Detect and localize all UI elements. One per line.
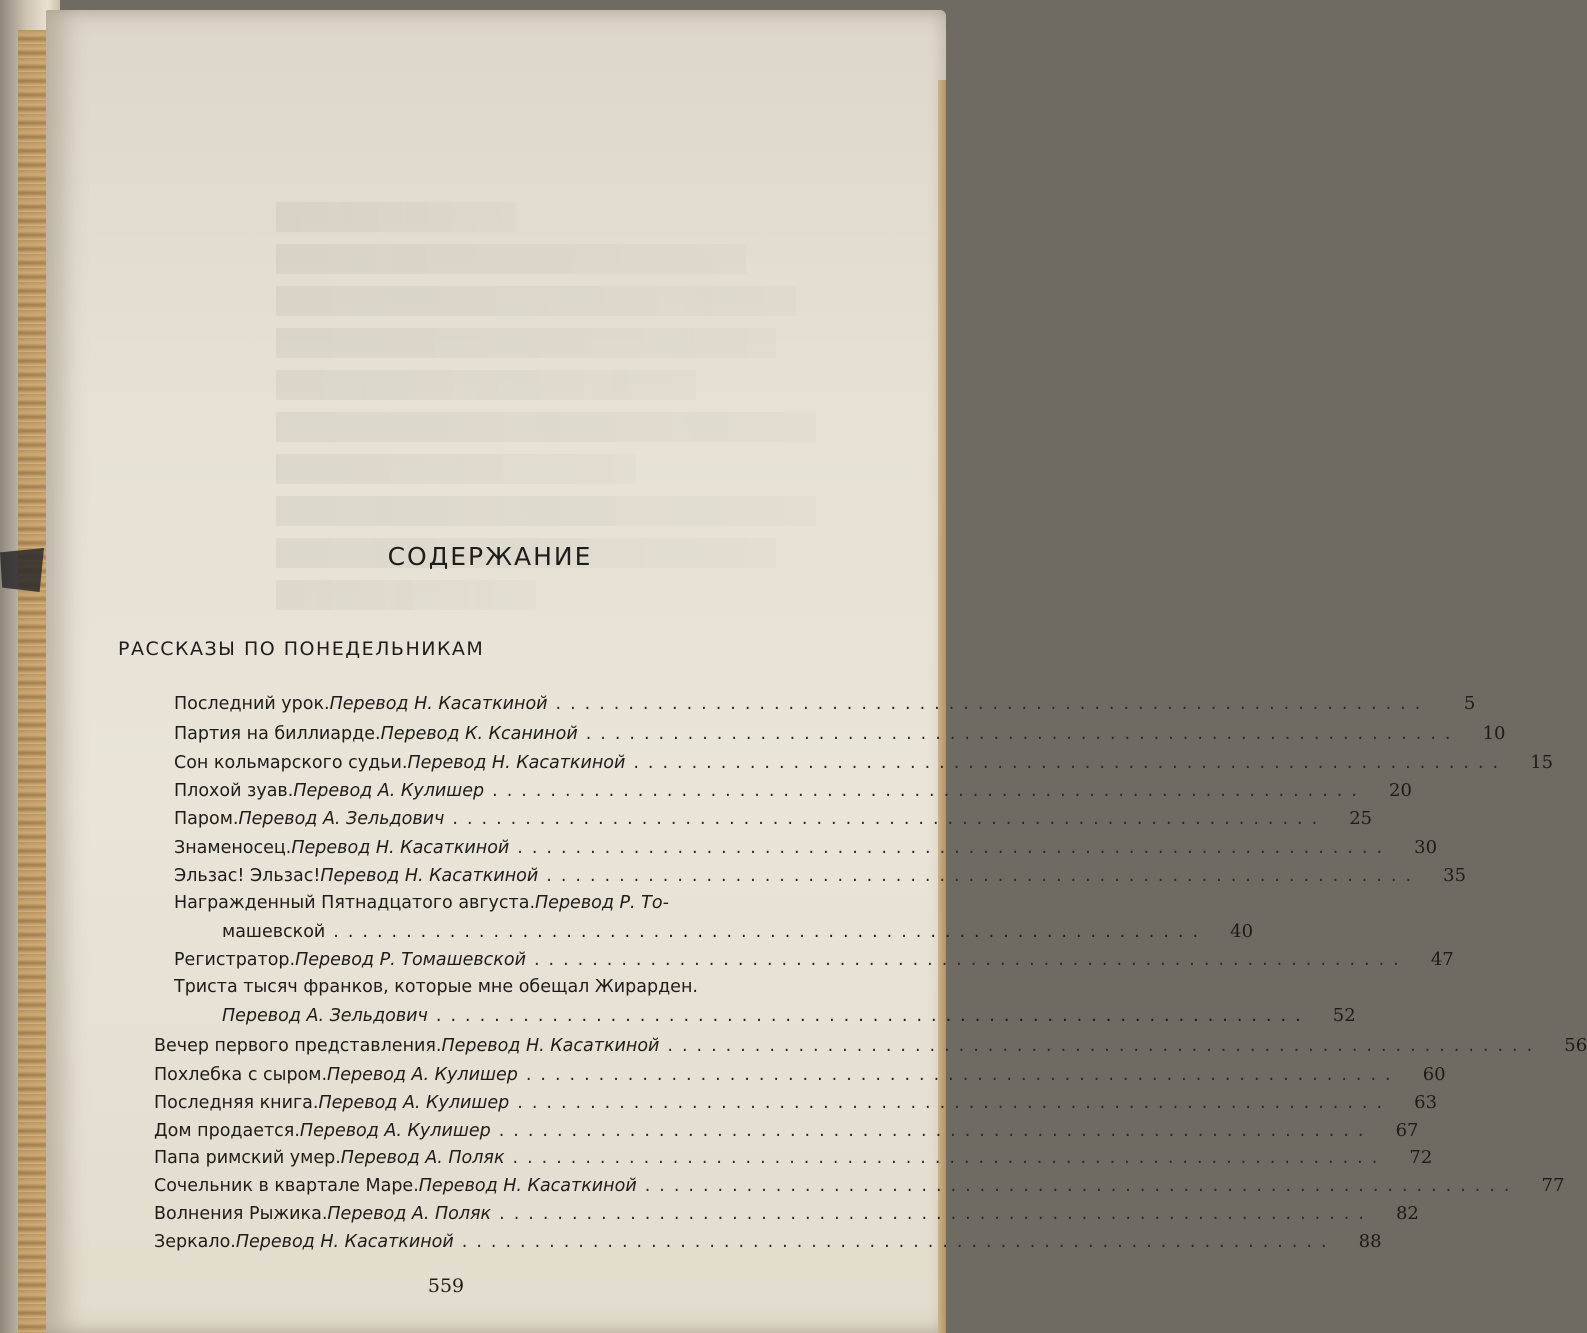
section-title: РАССКАЗЫ ПО ПОНЕДЕЛЬНИКАМ — [118, 638, 485, 660]
dot-leader: ............................................................ — [667, 1036, 1542, 1056]
dot-leader: ............................................................ — [333, 922, 1208, 942]
toc-entry-page: 30 — [1414, 837, 1438, 858]
toc-entry-page: 35 — [1443, 865, 1467, 886]
dot-leader: ............................................................ — [546, 866, 1421, 886]
toc-entry-page: 15 — [1530, 752, 1554, 773]
toc-entry-translator: Перевод А. Поляк — [327, 1204, 492, 1224]
toc-entry-translator: Перевод А. Зельдович — [238, 809, 445, 829]
toc-entry-page: 20 — [1389, 780, 1412, 801]
dot-leader: ............................................................ — [452, 809, 1327, 829]
toc-entry-page: 56 — [1564, 1035, 1587, 1056]
dot-leader: ............................................................ — [633, 753, 1508, 773]
toc-entry-page: 10 — [1482, 723, 1506, 744]
toc-entry-title: Вечер первого представления. — [154, 1036, 442, 1056]
toc-entry-title: Паром. — [174, 809, 239, 829]
toc-entry-title: Партия на биллиарде. — [174, 724, 381, 744]
toc-entry-continuation-text: машевской — [222, 922, 326, 942]
spine-stamp — [0, 548, 44, 592]
toc-entry-translator: Перевод А. Кулишер — [318, 1093, 510, 1113]
toc-entry-translator: Перевод Н. Касаткиной — [329, 694, 548, 714]
toc-entry-translator: Перевод А. Кулишер — [293, 781, 485, 801]
toc-entry-translator: Перевод Н. Касаткиной — [407, 753, 626, 773]
dot-leader: ............................................................ — [517, 838, 1392, 858]
dot-leader: ............................................................ — [555, 694, 1430, 714]
dot-leader: ............................................................ — [525, 1065, 1400, 1085]
toc-entry — [154, 1175, 1565, 1203]
toc-entry — [154, 1035, 1587, 1063]
toc-entry — [174, 865, 1467, 893]
page-number: 559 — [427, 1275, 465, 1297]
toc-entry-translator: Перевод Н. Касаткиной — [291, 838, 510, 858]
book-page — [46, 10, 1587, 1333]
toc-entry-page: 63 — [1414, 1092, 1438, 1113]
dot-leader: ............................................................ — [517, 1093, 1392, 1113]
toc-entry — [174, 808, 1373, 836]
toc-entry-page: 5 — [1463, 693, 1476, 714]
toc-entry-translator: Перевод Н. Касаткиной — [441, 1036, 660, 1056]
toc-entry-title: Плохой зуав. — [174, 781, 294, 801]
dot-leader: ............................................................ — [492, 781, 1366, 801]
toc-entry-title: Волнения Рыжика. — [154, 1204, 328, 1224]
dot-leader: ............................................................ — [498, 1121, 1373, 1141]
toc-entry-title: Сочельник в квартале Маре. — [154, 1176, 419, 1196]
dot-leader: ............................................................ — [585, 724, 1460, 744]
toc-entry-translator: Перевод Р. То- — [535, 893, 669, 913]
toc-entry — [174, 837, 1438, 865]
dot-leader: ............................................................ — [435, 1006, 1310, 1026]
dot-leader: ............................................................ — [512, 1148, 1387, 1168]
toc-entry-page: 77 — [1541, 1175, 1565, 1196]
toc-entry — [154, 1064, 1446, 1092]
dot-leader: ............................................................ — [499, 1204, 1373, 1224]
toc-entry-translator: Перевод А. Поляк — [340, 1148, 505, 1168]
page-title: СОДЕРЖАНИЕ — [387, 542, 593, 571]
toc-entry-title: Зеркало. — [154, 1232, 236, 1252]
toc-entry-translator: Перевод Н. Касаткиной — [320, 866, 539, 886]
toc-entry — [174, 752, 1554, 780]
toc-entry — [174, 780, 1412, 808]
toc-entry — [174, 693, 1476, 721]
toc-entry-title: Эльзас! Эльзас! — [174, 866, 321, 886]
toc-entry-page: 52 — [1332, 1005, 1356, 1026]
toc-entry-title: Триста тысяч франков, которые мне обещал Жирарден. — [174, 977, 698, 997]
dot-leader: ............................................................ — [461, 1232, 1336, 1252]
toc-entry — [154, 1120, 1419, 1148]
toc-entry-page: 67 — [1395, 1120, 1419, 1141]
toc-entry-title: Регистратор. — [174, 950, 296, 970]
toc-entry-translator: Перевод Н. Касаткиной — [418, 1176, 637, 1196]
toc-entry — [174, 723, 1506, 751]
toc-entry-page: 88 — [1358, 1231, 1382, 1252]
toc-entry-title: Дом продается. — [154, 1121, 300, 1141]
toc-entry-translator: Перевод Н. Касаткиной — [235, 1232, 454, 1252]
toc-entry-translator: Перевод А. Кулишер — [299, 1121, 491, 1141]
toc-entry-page: 40 — [1230, 921, 1254, 942]
toc-entry — [174, 977, 790, 1005]
toc-entry-translator: Перевод Р. Томашевской — [295, 950, 526, 970]
toc-entry — [154, 1092, 1438, 1120]
toc-entry-title: Последний урок. — [174, 694, 330, 714]
toc-entry-title: Последняя книга. — [154, 1093, 319, 1113]
toc-entry — [154, 1147, 1433, 1175]
toc-entry-continuation-text: Перевод А. Зельдович — [222, 1006, 428, 1026]
toc-entry-title: Знаменосец. — [174, 838, 292, 858]
toc-entry-title: Папа римский умер. — [154, 1148, 341, 1168]
toc-entry-page: 60 — [1422, 1064, 1446, 1085]
toc-entry-title: Сон кольмарского судьи. — [174, 753, 408, 773]
toc-entry-page: 82 — [1395, 1203, 1419, 1224]
dot-leader: ............................................................ — [533, 950, 1408, 970]
toc-entry-title: Похлебка с сыром. — [154, 1065, 328, 1085]
toc-entry-translator: Перевод А. Кулишер — [327, 1065, 518, 1085]
toc-entry — [174, 893, 790, 921]
toc-entry-page: 47 — [1430, 949, 1454, 970]
toc-entry-translator: Перевод К. Ксаниной — [380, 724, 578, 744]
toc-entry-title: Награжденный Пятнадцатого августа. — [174, 893, 536, 913]
toc-entry — [154, 1203, 1419, 1231]
table-of-contents — [46, 10, 1587, 1333]
toc-entry-page: 25 — [1349, 808, 1373, 829]
toc-entry-continuation — [222, 1005, 1356, 1033]
toc-entry-continuation — [222, 921, 1254, 949]
toc-entry-page: 72 — [1409, 1147, 1433, 1168]
toc-entry — [174, 949, 1454, 977]
dot-leader: ............................................................ — [644, 1176, 1519, 1196]
toc-entry — [154, 1231, 1382, 1259]
